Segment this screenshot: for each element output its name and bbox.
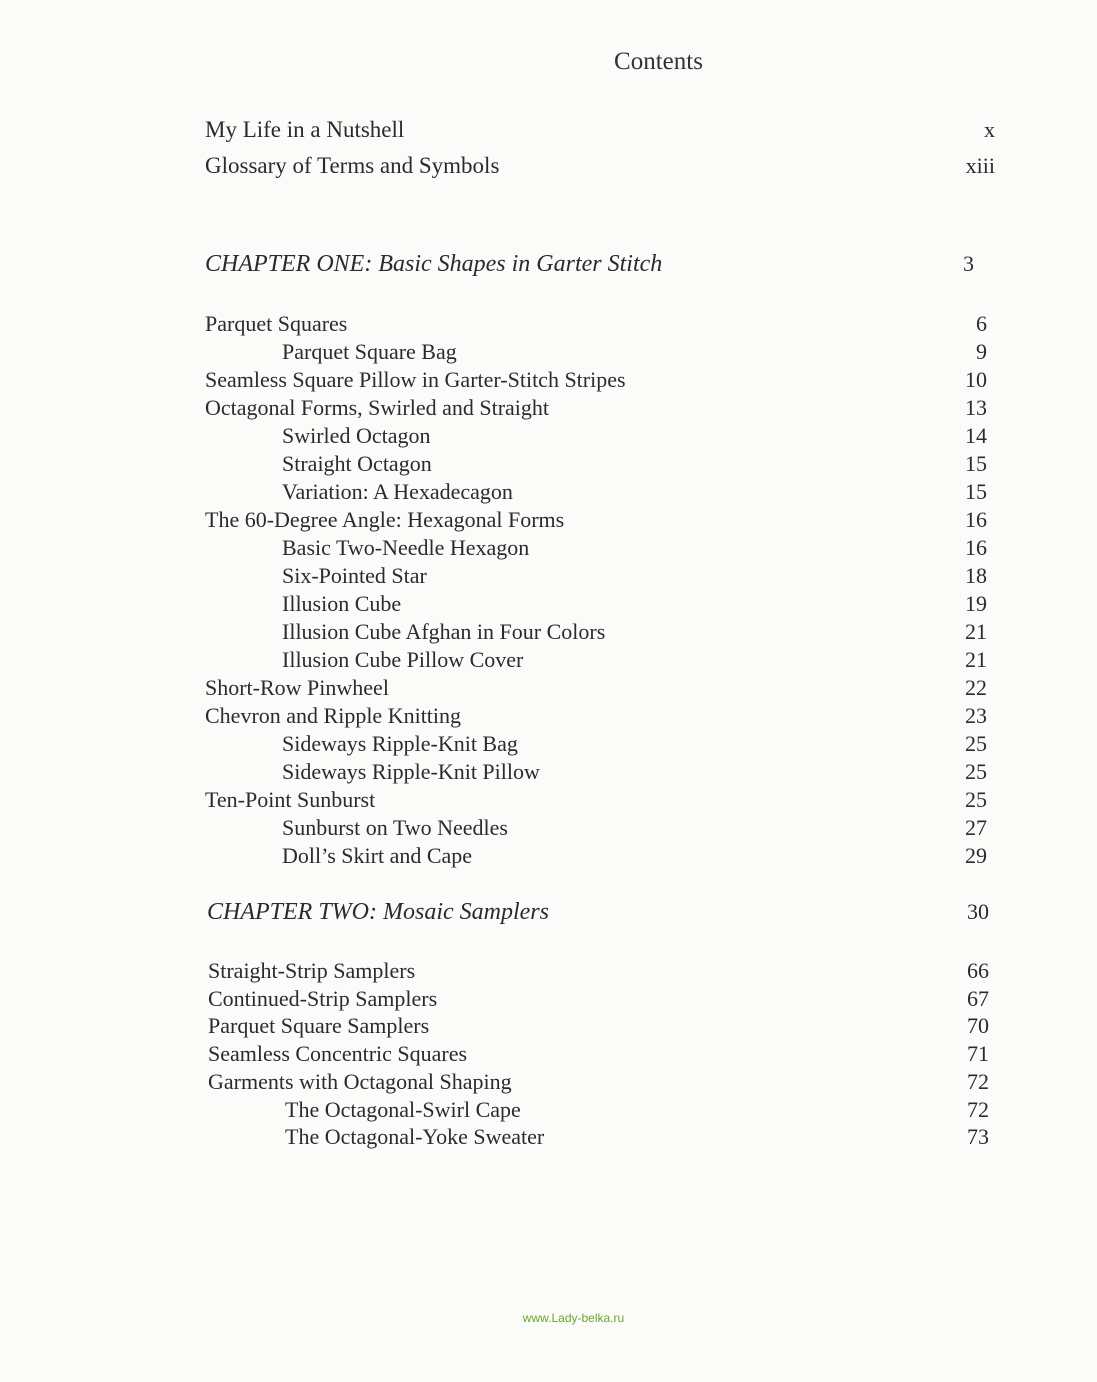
- entry-title: Octagonal Forms, Swirled and Straight: [205, 395, 550, 420]
- entry-page-number: 72: [967, 1096, 989, 1122]
- entry-title: Ten-Point Sunburst: [205, 787, 376, 812]
- toc-subentry: [282, 730, 987, 758]
- toc-entry: [205, 366, 987, 394]
- toc-entry: [205, 702, 987, 730]
- watermark-url: www.Lady-belka.ru: [522, 1311, 625, 1325]
- toc-subentry: [282, 814, 987, 842]
- entry-page-number: 16: [965, 535, 987, 560]
- entry-title: Continued-Strip Samplers: [208, 985, 438, 1011]
- toc-subentry: [282, 422, 987, 450]
- toc-entry: [205, 506, 987, 534]
- entry-title: Sunburst on Two Needles: [282, 815, 508, 840]
- entry-page-number: 70: [967, 1013, 989, 1039]
- entry-title: Basic Two-Needle Hexagon: [282, 535, 530, 560]
- entry-title: Illusion Cube Pillow Cover: [282, 647, 524, 672]
- entry-title: Parquet Square Bag: [282, 339, 457, 364]
- toc-subentry: [285, 1123, 989, 1151]
- entry-page-number: 22: [965, 675, 987, 700]
- entry-page-number: 16: [965, 507, 987, 532]
- toc-entry: [208, 957, 989, 985]
- toc-subentry: [282, 842, 987, 870]
- entry-title: Sideways Ripple-Knit Bag: [282, 731, 518, 756]
- toc-subentry: [282, 758, 987, 786]
- entry-title: Parquet Square Samplers: [208, 1013, 430, 1039]
- entry-title: The Octagonal-Swirl Cape: [285, 1096, 521, 1122]
- entry-page-number: 10: [965, 367, 987, 392]
- entry-page-number: 25: [965, 731, 987, 756]
- toc-entry: [205, 786, 987, 814]
- front-matter-entry: [205, 116, 995, 144]
- entry-title: Garments with Octagonal Shaping: [208, 1068, 512, 1094]
- entry-title: Doll’s Skirt and Cape: [282, 843, 473, 868]
- entry-page-number: 19: [965, 591, 987, 616]
- toc-subentry: [282, 562, 987, 590]
- entry-title: Sideways Ripple-Knit Pillow: [282, 759, 540, 784]
- entry-page-number: 25: [965, 787, 987, 812]
- toc-entry: [205, 394, 987, 422]
- entry-page-number: 18: [965, 563, 987, 588]
- entry-title: Short-Row Pinwheel: [205, 675, 389, 700]
- entry-page-number: 67: [967, 985, 989, 1011]
- entry-title: The Octagonal-Yoke Sweater: [285, 1124, 545, 1150]
- toc-subentry: [282, 338, 987, 366]
- entry-title: My Life in a Nutshell: [205, 117, 405, 142]
- entry-page-number: 72: [967, 1068, 989, 1094]
- entry-title: Straight Octagon: [282, 451, 432, 476]
- entry-page-number: 66: [967, 958, 989, 983]
- entry-title: Parquet Squares: [205, 311, 348, 336]
- entry-title: Six-Pointed Star: [282, 563, 427, 588]
- toc-subentry: [282, 534, 987, 562]
- entry-page-number: 13: [965, 395, 987, 420]
- entry-page-number: 29: [965, 843, 987, 868]
- entry-title: Swirled Octagon: [282, 423, 431, 448]
- entry-page-number: 21: [965, 647, 987, 672]
- front-matter-entry: [205, 152, 995, 180]
- toc-subentry: [282, 590, 987, 618]
- toc-entry: [208, 1040, 989, 1068]
- entry-page-number: xiii: [965, 153, 995, 178]
- toc-subentry: [282, 478, 987, 506]
- toc-entry: [205, 674, 987, 702]
- entry-title: Seamless Square Pillow in Garter-Stitch Stripes: [205, 367, 626, 392]
- chapter-heading: [205, 250, 974, 278]
- entry-page-number: 15: [965, 479, 987, 504]
- entry-title: Illusion Cube: [282, 591, 402, 616]
- entry-title: Illusion Cube Afghan in Four Colors: [282, 619, 606, 644]
- toc-entry: [208, 985, 989, 1013]
- toc-subentry: [285, 1096, 989, 1124]
- entry-page-number: 9: [976, 339, 987, 364]
- entry-page-number: 14: [965, 423, 987, 448]
- entry-title: Straight-Strip Samplers: [208, 958, 416, 983]
- toc-entry: [205, 310, 987, 338]
- entry-title: Seamless Concentric Squares: [208, 1041, 468, 1067]
- toc-entry: [208, 1068, 989, 1096]
- entry-title: The 60-Degree Angle: Hexagonal Forms: [205, 507, 565, 532]
- chapter-heading: [207, 898, 989, 926]
- entry-page-number: x: [984, 117, 995, 142]
- entry-page-number: 71: [967, 1041, 989, 1067]
- entry-page-number: 23: [965, 703, 987, 728]
- toc-subentry: [282, 618, 987, 646]
- toc-subentry: [282, 646, 987, 674]
- entry-title: CHAPTER TWO: Mosaic Samplers: [207, 899, 549, 925]
- entry-title: Glossary of Terms and Symbols: [205, 153, 500, 178]
- entry-page-number: 73: [967, 1124, 989, 1150]
- entry-page-number: 27: [965, 815, 987, 840]
- entry-page-number: 30: [967, 899, 989, 924]
- entry-title: Chevron and Ripple Knitting: [205, 703, 462, 728]
- toc-entry: [208, 1012, 989, 1040]
- entry-page-number: 15: [965, 451, 987, 476]
- page-title: Contents: [614, 48, 703, 75]
- entry-page-number: 25: [965, 759, 987, 784]
- entry-page-number: 21: [965, 619, 987, 644]
- entry-title: CHAPTER ONE: Basic Shapes in Garter Stitch: [205, 251, 663, 277]
- entry-page-number: 3: [963, 251, 974, 276]
- entry-page-number: 6: [976, 311, 987, 336]
- entry-title: Variation: A Hexadecagon: [282, 479, 513, 504]
- toc-subentry: [282, 450, 987, 478]
